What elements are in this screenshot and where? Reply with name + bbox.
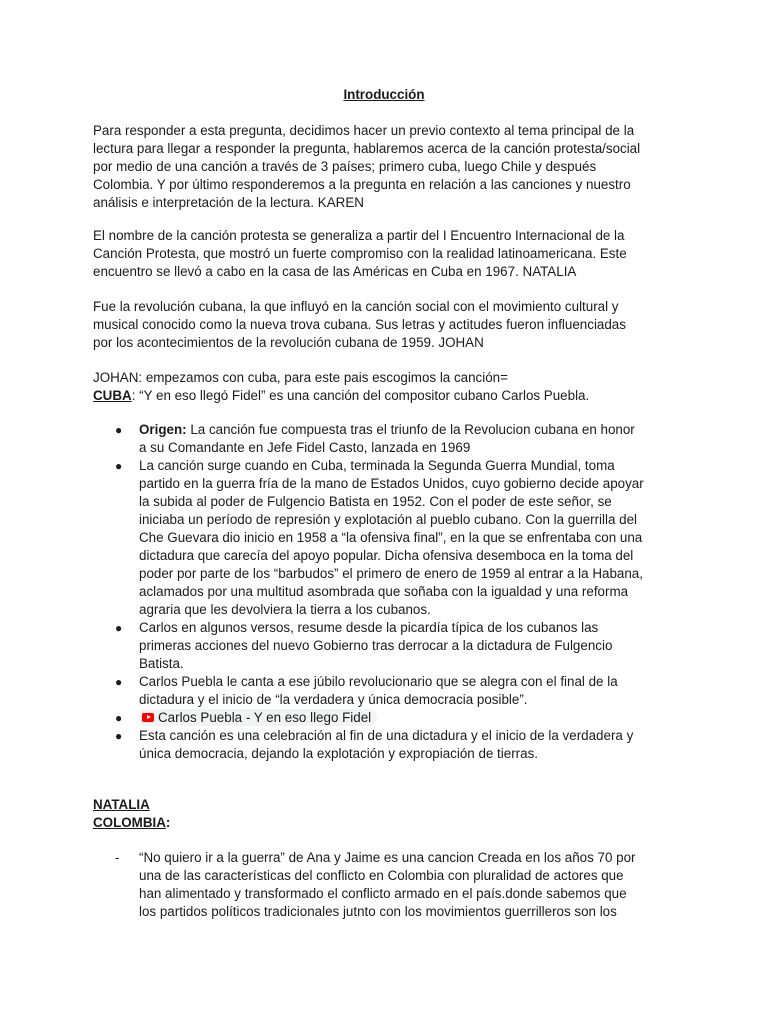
text-line: análisis e interpretación de la lectura. KAREN — [93, 195, 364, 210]
text-line: Carlos Puebla le canta a ese júbilo revolucionario que se alegra con el final de la — [139, 674, 618, 689]
text-line: iniciaba un período de represión y explotación al pueblo cubano. Con la guerrilla del — [139, 512, 638, 527]
heading-colon: : — [165, 815, 171, 830]
list-item — [115, 619, 685, 673]
text-line: por los acontecimientos de la revolución cubana de 1959. JOHAN — [93, 335, 484, 350]
cuba-bullet-list — [115, 421, 685, 763]
text-line: encuentro se llevó a cabo en la casa de las Américas en Cuba en 1967. NATALIA — [93, 264, 577, 279]
bullet-glyph: ● — [115, 621, 123, 635]
text-line: los partidos políticos tradicionales jutnto con los movimientos guerrilleros son los — [139, 904, 617, 919]
bullet-glyph: ● — [115, 675, 123, 689]
list-item — [115, 709, 685, 727]
text-line: poder por parte de los “barbudos” el primero de enero de 1959 al entrar a la Habana, — [139, 566, 643, 581]
text-line: dictadura que carecía del apoyo popular. Dicha ofensiva desemboca en la toma del — [139, 548, 634, 563]
text-line: lectura para llegar a responder la pregunta, hablaremos acerca de la canción protesta/social — [93, 141, 641, 156]
text-line: única democracia, dejando la explotación y expropiación de tierras. — [139, 746, 538, 761]
intro-paragraph-3 — [93, 298, 678, 352]
colombia-dash-list — [115, 849, 685, 921]
text-line: a su Comandante en Jefe Fidel Casto, lanzada en 1969 — [139, 440, 471, 455]
text-line: “No quiero ir a la guerra” de Ana y Jaime es una cancion Creada en los años 70 por — [139, 850, 636, 865]
colombia-heading-text: COLOMBIA — [93, 815, 166, 830]
text-line: musical conocido como la nueva trova cubana. Sus letras y actitudes fueron influenciadas — [93, 317, 626, 332]
bullet-glyph: ● — [115, 729, 123, 743]
bullet-glyph: ● — [115, 711, 123, 725]
text-line: Para responder a esta pregunta, decidimos hacer un previo contexto al tema principal de la — [93, 123, 635, 138]
list-item — [115, 727, 685, 763]
text-line: Fue la revolución cubana, la que influyó en la canción social con el movimiento cultural y — [93, 299, 619, 314]
intro-paragraph-1 — [93, 122, 678, 212]
text-line: dictadura y el inicio de “la verdadera y única democracia posible”. — [139, 692, 528, 707]
youtube-link-chip[interactable] — [139, 709, 377, 726]
list-item — [115, 849, 685, 921]
intro-paragraph-2 — [93, 227, 678, 281]
cuba-intro-line: JOHAN: empezamos con cuba, para este pais escogimos la canción= — [93, 370, 508, 385]
text-line: La canción fue compuesta tras el triunfo de la Revolucion cubana en honor — [186, 422, 635, 437]
text-line: Canción Protesta, que mostró un fuerte compromiso con la realidad latinoamericana. Este — [93, 246, 627, 261]
text-line: primeras acciones del nuevo Gobierno tras derrocar a la dictadura de Fulgencio — [139, 638, 613, 653]
text-line: La canción surge cuando en Cuba, terminada la Segunda Guerra Mundial, toma — [139, 458, 615, 473]
author-name: NATALIA — [93, 797, 150, 812]
cuba-song-line — [93, 387, 678, 405]
text-line: agraria que les devolviera la tierra a los cubanos. — [139, 602, 431, 617]
bullet-glyph: ● — [115, 459, 123, 473]
text-line: Esta canción es una celebración al fin de una dictadura y el inicio de la verdadera y — [139, 728, 634, 743]
text-line: aclamados por una multitud asombrada que soñaba con la igualdad y una reforma — [139, 584, 629, 599]
youtube-link-label[interactable]: Carlos Puebla - Y en eso llego Fidel — [158, 710, 372, 725]
text-line: Batista. — [139, 656, 184, 671]
colombia-section-header — [93, 796, 678, 832]
origen-label: Origen: — [139, 422, 187, 437]
text-line: El nombre de la canción protesta se generaliza a partir del I Encuentro Internacional de la — [93, 228, 625, 243]
cuba-section — [93, 369, 678, 405]
text-line: han alimentado y transformado el conflicto armado en el país.donde sabemos que — [139, 886, 627, 901]
list-item — [115, 421, 685, 457]
youtube-icon — [142, 713, 154, 722]
dash-glyph: - — [115, 850, 120, 865]
list-item — [115, 457, 685, 619]
text-line: una de las características del conflicto en Colombia con pluralidad de actores que — [139, 868, 624, 883]
text-line: Colombia. Y por último responderemos a la pregunta en relación a las canciones y nuestro — [93, 177, 631, 192]
list-item — [115, 673, 685, 709]
cuba-label: CUBA — [93, 388, 132, 403]
text-line: por medio de una canción a través de 3 países; primero cuba, luego Chile y después — [93, 159, 597, 174]
page-title: Introducción — [343, 87, 425, 102]
text-line: Carlos en algunos versos, resume desde la picardía típica de los cubanos las — [139, 620, 599, 635]
text-line: partido en la guerra fría de la mano de Estados Unidos, cuyo gobierno decide apoyar — [139, 476, 644, 491]
cuba-song-text: : “Y en eso llegó Fidel” es una canción del compositor cubano Carlos Puebla. — [131, 388, 590, 403]
text-line: Che Guevara dio inicio en 1958 a “la ofensiva final”, en la que se enfrentaba con una — [139, 530, 643, 545]
bullet-glyph: ● — [115, 423, 123, 437]
colombia-heading — [93, 814, 678, 832]
text-line: la subida al poder de Fulgencio Batista en 1952. Con el poder de este señor, se — [139, 494, 612, 509]
